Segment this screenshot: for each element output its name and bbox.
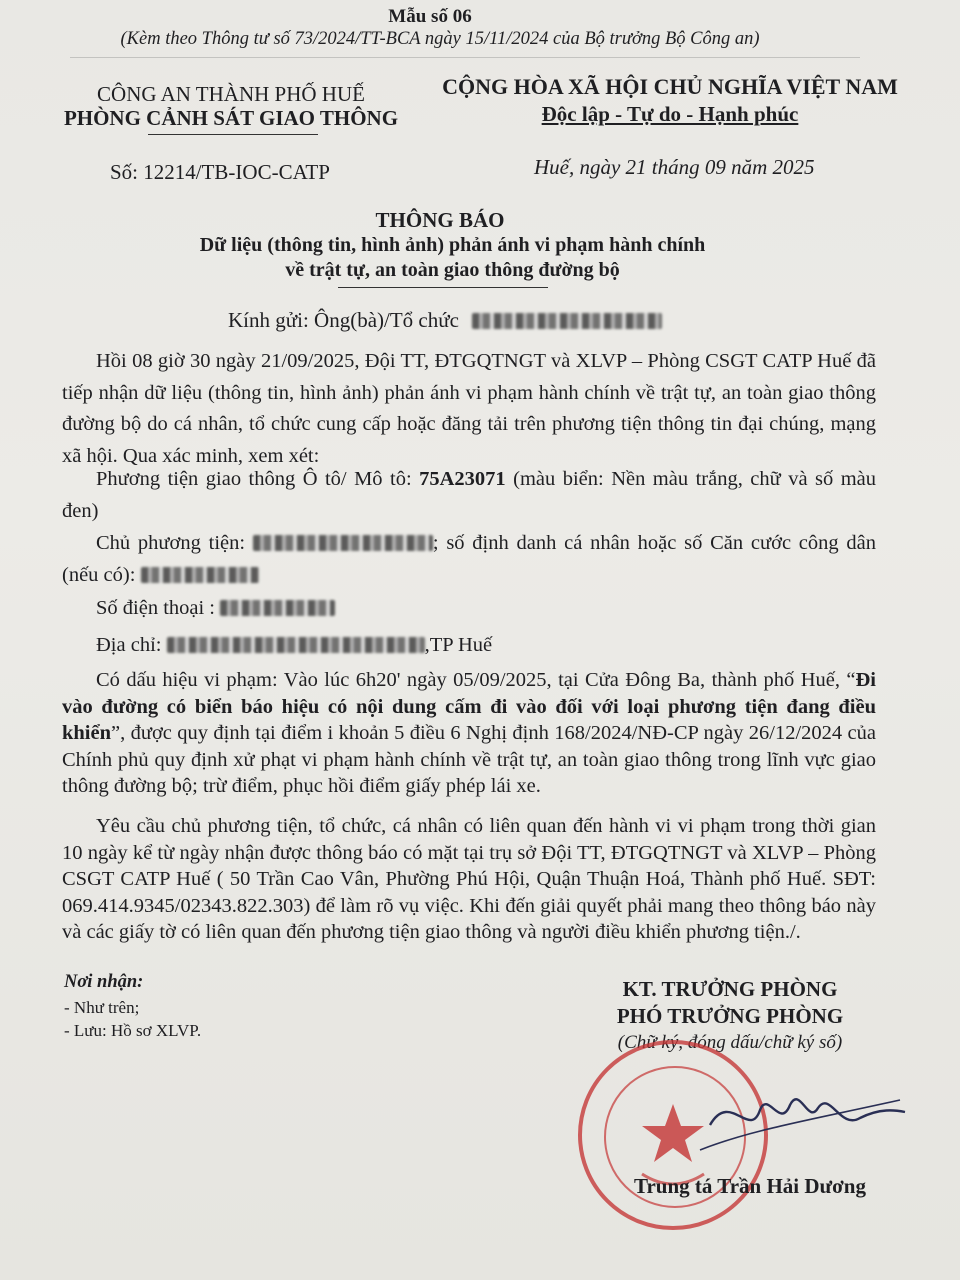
intro-paragraph: Hồi 08 giờ 30 ngày 21/09/2025, Đội TT, ĐTGQTNGT và XLVP – Phòng CSGT CATP Huế đã tiếp nhận dữ liệu (thông tin, hình ảnh) phản ánh vi phạm hành chính về trật tự, an toàn giao thông đường bộ do cá nhân, tổ chức cung cấp hoặc đăng tải trên phương tiện thông tin đại chúng, mạng xã hội. Qua xác minh, xem xét: bbox=[62, 350, 876, 467]
redacted-name bbox=[472, 313, 662, 329]
address-suffix: ,TP Huế bbox=[424, 634, 493, 656]
vehicle-section bbox=[62, 464, 876, 527]
agency-underline bbox=[148, 134, 318, 135]
agency-name: PHÒNG CẢNH SÁT GIAO THÔNG bbox=[63, 106, 399, 130]
request-section bbox=[62, 813, 876, 946]
recipient-item: - Như trên; bbox=[64, 998, 140, 1017]
document-date: Huế, ngày 21 tháng 09 năm 2025 bbox=[534, 155, 815, 179]
divider bbox=[70, 57, 860, 59]
form-reference: (Kèm theo Thông tư số 73/2024/TT-BCA ngày 15/11/2024 của Bộ trưởng Bộ Công an) bbox=[120, 29, 760, 49]
body-intro bbox=[62, 346, 876, 472]
recipient-item: - Lưu: Hồ sơ XLVP. bbox=[64, 1021, 202, 1040]
vehicle-prefix: Phương tiện giao thông Ô tô/ Mô tô: bbox=[96, 468, 420, 490]
violation-description: Đi vào đường có biển báo hiệu có nội dung cấm đi vào đối với loại phương tiện đang điều khiển bbox=[62, 669, 876, 744]
redacted-id bbox=[141, 567, 259, 583]
license-plate: 75A23071 bbox=[419, 468, 506, 490]
vehicle-paragraph bbox=[62, 464, 876, 527]
owner-label: Chủ phương tiện: bbox=[96, 532, 246, 554]
document-title: THÔNG BÁO bbox=[375, 208, 505, 232]
owner-suffix: ; số định danh cá nhân hoặc số Căn cước công dân (nếu có): bbox=[62, 532, 877, 586]
country-name: CỘNG HÒA XÃ HỘI CHỦ NGHĨA VIỆT NAM bbox=[442, 74, 898, 99]
violation-suffix: ”, được quy định tại điểm i khoản 5 điều 6 Nghị định 168/2024/NĐ-CP ngày 26/12/2024 của Chính phủ quy định xử phạt vi phạm hành chính về trật tự, an toàn giao thông trong lĩnh vực giao thông đường bộ; trừ điểm, phục hồi điểm giấy phép lái xe. bbox=[62, 722, 876, 797]
recipients-label: Nơi nhận: bbox=[64, 972, 144, 992]
agency-parent: CÔNG AN THÀNH PHỐ HUẾ bbox=[97, 82, 365, 106]
recipient-line bbox=[228, 308, 662, 333]
redacted-phone bbox=[220, 600, 335, 616]
title-underline bbox=[338, 287, 548, 288]
phone-label: Số điện thoại : bbox=[96, 597, 216, 619]
owner-paragraph bbox=[62, 528, 876, 591]
signature-note: (Chữ ký, đóng dấu/chữ ký số) bbox=[617, 1032, 843, 1053]
vehicle-suffix: (màu biển: Nền màu trắng, chữ và số màu đen) bbox=[62, 468, 877, 522]
recipient-label: Kính gửi: Ông(bà)/Tổ chức bbox=[228, 308, 459, 332]
phone-section bbox=[62, 593, 876, 625]
document-number: Số: 12214/TB-IOC-CATP bbox=[110, 160, 330, 184]
address-section bbox=[62, 630, 876, 662]
national-motto: Độc lập - Tự do - Hạnh phúc bbox=[541, 102, 799, 126]
signature-title-2: PHÓ TRƯỞNG PHÒNG bbox=[616, 1004, 844, 1028]
violation-section bbox=[62, 667, 876, 800]
form-number: Mẫu số 06 bbox=[388, 6, 472, 27]
redacted-address bbox=[167, 637, 425, 653]
document-subtitle-2: về trật tự, an toàn giao thông đường bộ bbox=[285, 259, 620, 281]
signer-name: Trung tá Trần Hải Dương bbox=[634, 1174, 866, 1198]
phone-paragraph bbox=[62, 593, 876, 625]
document-subtitle-1: Dữ liệu (thông tin, hình ảnh) phản ánh vi phạm hành chính bbox=[199, 234, 706, 256]
violation-prefix: Có dấu hiệu vi phạm: Vào lúc 6h20' ngày 05/09/2025, tại Cửa Đông Ba, thành phố Huế, “ bbox=[96, 669, 856, 691]
handwritten-signature bbox=[690, 1070, 910, 1160]
violation-paragraph bbox=[62, 667, 876, 800]
request-paragraph: Yêu cầu chủ phương tiện, tổ chức, cá nhân có liên quan đến hành vi vi phạm trong thời gian 10 ngày kể từ ngày nhận được thông báo có mặt tại trụ sở Đội TT, ĐTGQTNGT và XLVP – Phòng CSGT CATP Huế ( 50 Trần Cao Vân, Phường Phú Hội, Quận Thuận Hoá, Thành phố Huế. SĐT: 069.414.9345/02343.822.303) để làm rõ vụ việc. Khi đến giải quyết phải mang theo thông báo này và các giấy tờ có liên quan đến phương tiện giao thông và người điều khiển phương tiện./. bbox=[62, 815, 876, 943]
address-paragraph bbox=[62, 630, 876, 662]
redacted-owner bbox=[253, 535, 433, 551]
address-label: Địa chỉ: bbox=[96, 634, 162, 656]
signature-title-1: KT. TRƯỞNG PHÒNG bbox=[622, 977, 838, 1001]
owner-section bbox=[62, 528, 876, 591]
